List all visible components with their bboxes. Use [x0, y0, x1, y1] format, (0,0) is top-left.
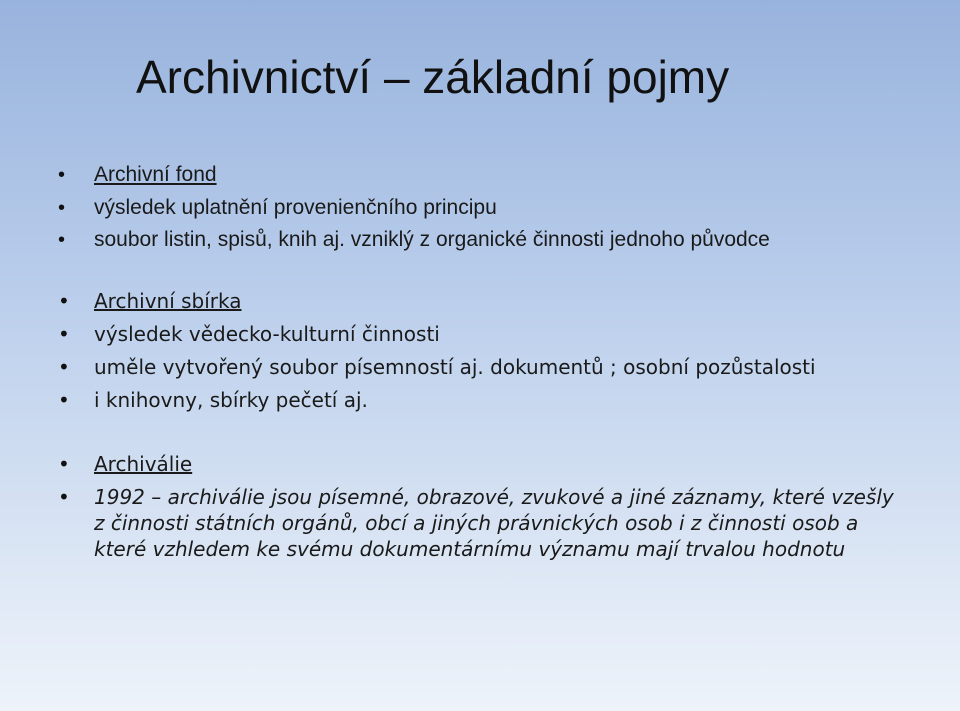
heading-archivalie: • Archiválie: [94, 451, 192, 477]
list-item: • výsledek uplatnění provenienčního principu: [94, 195, 497, 221]
list-item: • i knihovny, sbírky pečetí aj.: [94, 387, 368, 413]
heading-archivni-fond: • Archivní fond: [94, 162, 217, 188]
slide-title: Archivnictví – základní pojmy: [136, 51, 730, 103]
list-item: • výsledek vědecko-kulturní činnosti: [94, 321, 440, 347]
list-item: • uměle vytvořený soubor písemností aj. dokumentů ; osobní pozůstalosti: [94, 354, 816, 380]
list-item: • soubor listin, spisů, knih aj. vzniklý z organické činnosti jednoho původce: [94, 227, 770, 253]
definition-paragraph: • 1992 – archiválie jsou písemné, obrazové, zvukové a jiné záznamy, které vzešly z činnosti státních orgánů, obcí a jiných právnických osob i z činnosti osob a které vzhledem ke svému dokumentárnímu významu mají trvalou hodnotu: [94, 484, 894, 562]
heading-archivni-sbirka: • Archivní sbírka: [94, 288, 242, 314]
